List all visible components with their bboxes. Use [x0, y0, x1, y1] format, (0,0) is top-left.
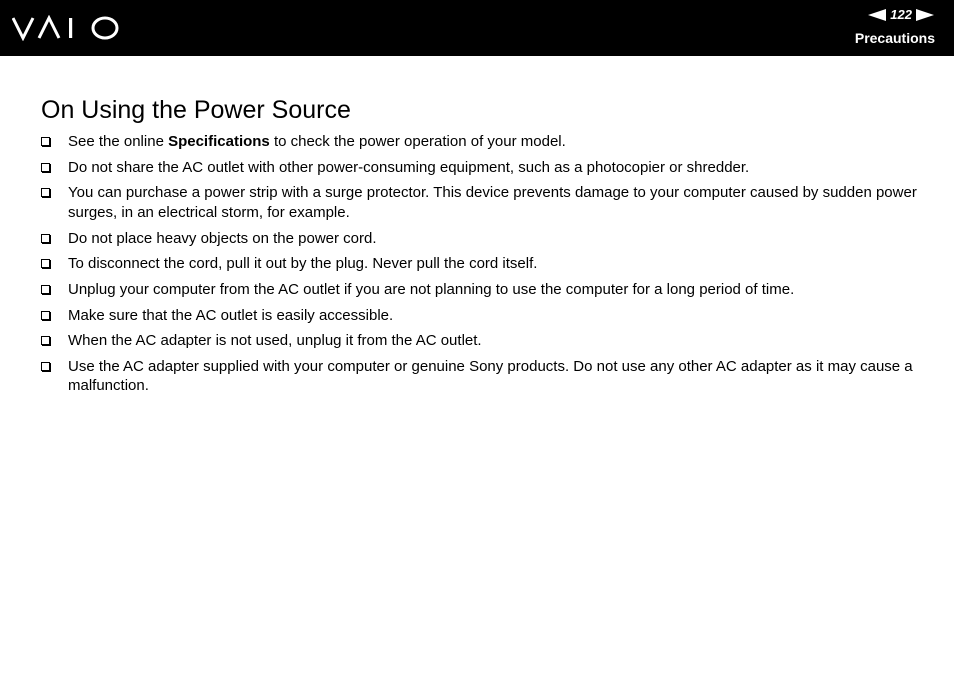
checkbox-bullet-icon [41, 163, 50, 172]
list-item-text: You can purchase a power strip with a surge protector. This device prevents damage to your computer caused by sudden power surges, in an electrical storm, for example. [68, 184, 917, 221]
checkbox-bullet-icon [41, 259, 50, 268]
page-title: On Using the Power Source [41, 96, 351, 124]
page-header [0, 0, 954, 56]
page-number: 122 [890, 7, 912, 22]
list-item [41, 357, 921, 396]
list-item-text: To disconnect the cord, pull it out by the plug. Never pull the cord itself. [68, 255, 538, 273]
list-item [41, 183, 921, 222]
list-item-text: Unplug your computer from the AC outlet if you are not planning to use the computer for a long period of time. [68, 280, 795, 298]
left-triangle-arrow-icon[interactable] [868, 9, 886, 21]
vaio-logo-icon [12, 15, 120, 41]
list-item [41, 158, 921, 177]
specifications-term: Specifications [168, 133, 270, 150]
right-triangle-arrow-icon[interactable] [916, 9, 934, 21]
section-label: Precautions [854, 30, 935, 46]
list-item-text-after: to check the power operation of your model. [269, 133, 566, 150]
list-item-text: When the AC adapter is not used, unplug it from the AC outlet. [68, 332, 482, 350]
list-item [41, 229, 921, 248]
checkbox-bullet-icon [41, 188, 50, 197]
checkbox-bullet-icon [41, 362, 50, 371]
list-item [41, 306, 921, 325]
list-item-text-before: See the online [68, 133, 169, 150]
list-item-text: Use the AC adapter supplied with your computer or genuine Sony products. Do not use any other AC adapter as it may cause a malfunction. [68, 358, 913, 395]
checkbox-bullet-icon [41, 234, 50, 243]
page-navigator [868, 7, 934, 23]
checkbox-bullet-icon [41, 311, 50, 320]
checkbox-bullet-icon [41, 137, 50, 146]
list-item-text: Do not share the AC outlet with other power-consuming equipment, such as a photocopier or shredder. [68, 158, 750, 176]
checkbox-bullet-icon [41, 336, 50, 345]
list-item [41, 280, 921, 299]
list-item-text: Make sure that the AC outlet is easily accessible. [68, 306, 394, 324]
list-item-text: Do not place heavy objects on the power cord. [68, 229, 377, 247]
list-item [41, 331, 921, 350]
list-item [41, 254, 921, 273]
precautions-list [41, 132, 921, 402]
list-item [41, 132, 921, 151]
checkbox-bullet-icon [41, 285, 50, 294]
